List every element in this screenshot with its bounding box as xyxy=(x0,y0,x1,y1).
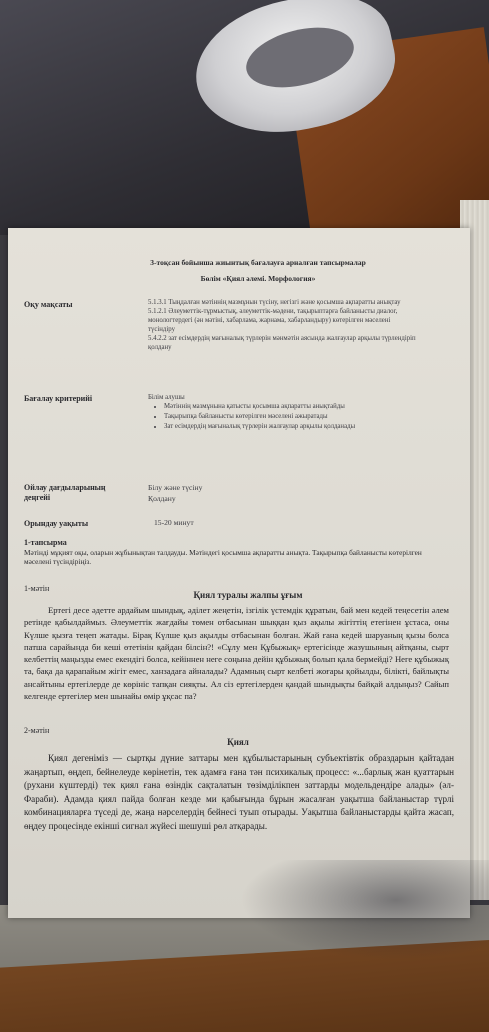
criteria-item: • Мәтіннің мазмұнына қатысты қосымша ақпаратты анықтайды xyxy=(164,402,418,411)
task-instructions: Мәтінді мұқият оқы, оларын жұбынықтан талдауды. Мәтіндегі қосымша ақпаратты анықта. Тақырыпқа байланысты көтерілген мәселені түсіндіріңіз. xyxy=(24,548,422,566)
objective-item: 5.4.2.2 зат есімдердің мағыналық түрлерін мәнмәтін аясында жалғаулар арқылы түрлендіріп қолдану xyxy=(148,335,416,351)
text2-body: Қиял дегеніміз — сыртқы дүние заттары мен құбылыстарының субъектівтік образдарын қайтадан жаңартып, өңдеп, бейнелеуде көрінетін, тек адамға ғана тән психикалық процесс: «...барлық жан қуаттарын (рухани күштерді) тек қиял ғана өзіндік сақталатын төзімділікпен заттарды модельдендіре алады» (әл-Фараби). Адамда қиял пайда болған кезде ми қабығында бұрын жасалған уақытша байланыстар түрлі комбинацияларға түседі де, жаңа нәрселердің бейнесі туып отырады. Уақытша байланыстарды қайта жасап, өңдеу процесінде екінші сигнал жүйесі шешуші рөл атқарады. xyxy=(24,753,454,831)
criteria-list xyxy=(148,393,418,432)
objective-item: 5.1.2.1 Әлеуметтік-тұрмыстық, әлеуметтік-мәдени, тақырыптарға байланысты диалог, монологтердегі (ән мәтіні, хабарлама, жарнама, хабарландыру) көтерілген мәселені түсіндіру xyxy=(148,308,398,333)
task-label: 1-тапсырма xyxy=(24,538,67,547)
section-title: Бөлім «Қиял әлемі. Морфология» xyxy=(200,274,316,283)
criteria-intro: Білім алушы xyxy=(148,394,185,401)
text1-tag: 1-мәтін xyxy=(24,584,50,593)
text1-title: Қиял туралы жалпы ұғым xyxy=(193,590,303,600)
thinking-value: Білу және түсіну Қолдану xyxy=(148,483,203,503)
objectives-list xyxy=(148,298,418,352)
text2-title: Қиял xyxy=(227,737,249,747)
criteria-label: Бағалау критерийі xyxy=(24,394,93,403)
page-title: 3-тоқсан бойынша жиынтық бағалауға арналған тапсырмалар xyxy=(150,258,366,267)
objective-item: 5.1.3.1 Тыңдалған мәтіннің мазмұнын түсіну, негізгі және қосымша ақпаратты анықтау xyxy=(148,299,401,306)
criteria-item: • Тақырыпқа байланысты көтерілген мәселені ажыратады xyxy=(164,412,418,421)
text1-body: Ертегі десе әдетте ардайым шындық, әділет жеңетін, ізгілік үстемдік құратын, бай мен кедей теңесетін әлем ретінде қабылдаймыз. Әлеуметтік жағдайы төмен отбасынан шыққан қыз ақылы жігіттің етегінен ұстаса, оны Күлше қызға теңеп жатады. Бірақ Күлше қыз ақылды отбасынан болған. Жай ғана кедей шаруаның қызы болса патша сарайында би кеші өтетінін қайдан білсін?! «Сұлу мен Құбыжық» ертегісінде жазушының айтқаны, сырт келбеттің маңызды емес екендігі болса, кейіннен неге соңына дейін құбыжық болып қала бермейді? Неге құбыжық та, бақа да қарапайым жігіт емес, ханзадаға айналады? Адамның сырт келбеті жоғары қойылды, білікті, байлықты ансайтыны ертегілерде де көрініс тапқан сияқты. Ал сіз ертегілерден қандай шындықты байқай алдыңыз? Сайып келгенде ертегілер мен шынайы өмір ұқсас па? xyxy=(24,605,449,702)
criteria-item: • Зат есімдердің мағыналық түрлерін жалғаулар арқылы қолданады xyxy=(164,422,418,431)
text2-tag: 2-мәтін xyxy=(24,726,50,735)
thinking-label: Ойлау дағдыларының деңгейі xyxy=(24,483,106,502)
time-label: Орындау уақыты xyxy=(24,519,89,528)
hand-shadow xyxy=(240,860,489,960)
objectives-label: Оқу мақсаты xyxy=(24,300,73,309)
document-page xyxy=(8,228,470,918)
time-value: 15-20 минут xyxy=(154,518,194,527)
